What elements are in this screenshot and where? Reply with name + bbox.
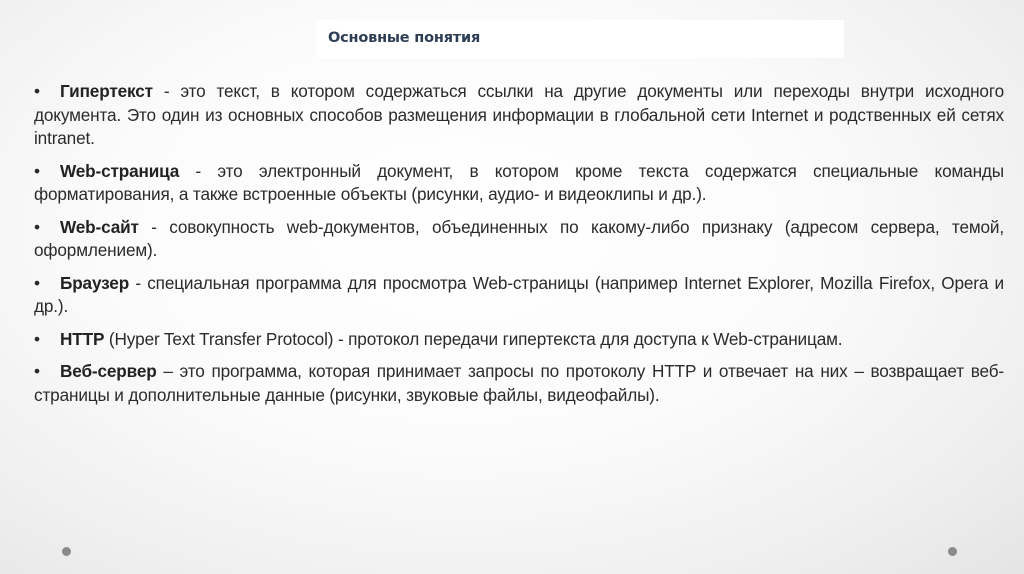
definition-web-site	[34, 216, 1004, 263]
definition-list	[34, 80, 1004, 416]
bullet-marker: •	[34, 160, 40, 181]
term-browser: Браузер	[60, 272, 130, 293]
title-box	[316, 20, 844, 58]
term-web-server: Веб-сервер	[60, 361, 157, 381]
description-web-site: - совокупность web-документов, объединенных по какому-либо признаку (адресом сервера, темой, оформлением).	[34, 216, 1004, 260]
definition-http	[34, 328, 1004, 352]
bullet-marker: •	[34, 361, 40, 381]
term-web-page: Web-страница	[60, 160, 180, 181]
decorative-dot-left	[62, 547, 71, 556]
term-web-site: Web-сайт	[60, 216, 139, 237]
definition-hypertext	[34, 80, 1004, 151]
bullet-marker: •	[34, 272, 40, 293]
slide-title: Основные понятия	[328, 30, 481, 46]
description-web-page: - это электронный документ, в котором кроме текста содержатся специальные команды форматирования, а также встроенные объекты (рисунки, аудио- и видеоклипы и др.).	[34, 160, 1004, 204]
description-hypertext: - это текст, в котором содержаться ссылки на другие документы или переходы внутри исходного документа. Это один из основных способов размещения информации в глобальной сети Internet и родственных ей сетях intranet.	[34, 81, 1004, 148]
bullet-marker: •	[34, 328, 40, 349]
definition-web-page	[34, 160, 1004, 207]
definition-web-server	[34, 360, 1004, 407]
decorative-dot-right	[948, 547, 957, 556]
bullet-marker: •	[34, 81, 40, 101]
description-web-server: – это программа, которая принимает запросы по протоколу HTTP и отвечает на них – возвращает веб-страницы и дополнительные данные (рисунки, звуковые файлы, видеофайлы).	[34, 361, 1004, 405]
description-browser: - специальная программа для просмотра Web-страницы (например Internet Explorer, Mozilla Firefox, Opera и др.).	[34, 272, 1004, 316]
term-hypertext: Гипертекст	[60, 81, 153, 101]
definition-browser	[34, 272, 1004, 319]
term-http: HTTP	[60, 328, 105, 349]
bullet-marker: •	[34, 216, 40, 237]
description-http: (Hyper Text Transfer Protocol) - протокол передачи гипертекста для доступа к Web-страницам.	[104, 328, 843, 349]
